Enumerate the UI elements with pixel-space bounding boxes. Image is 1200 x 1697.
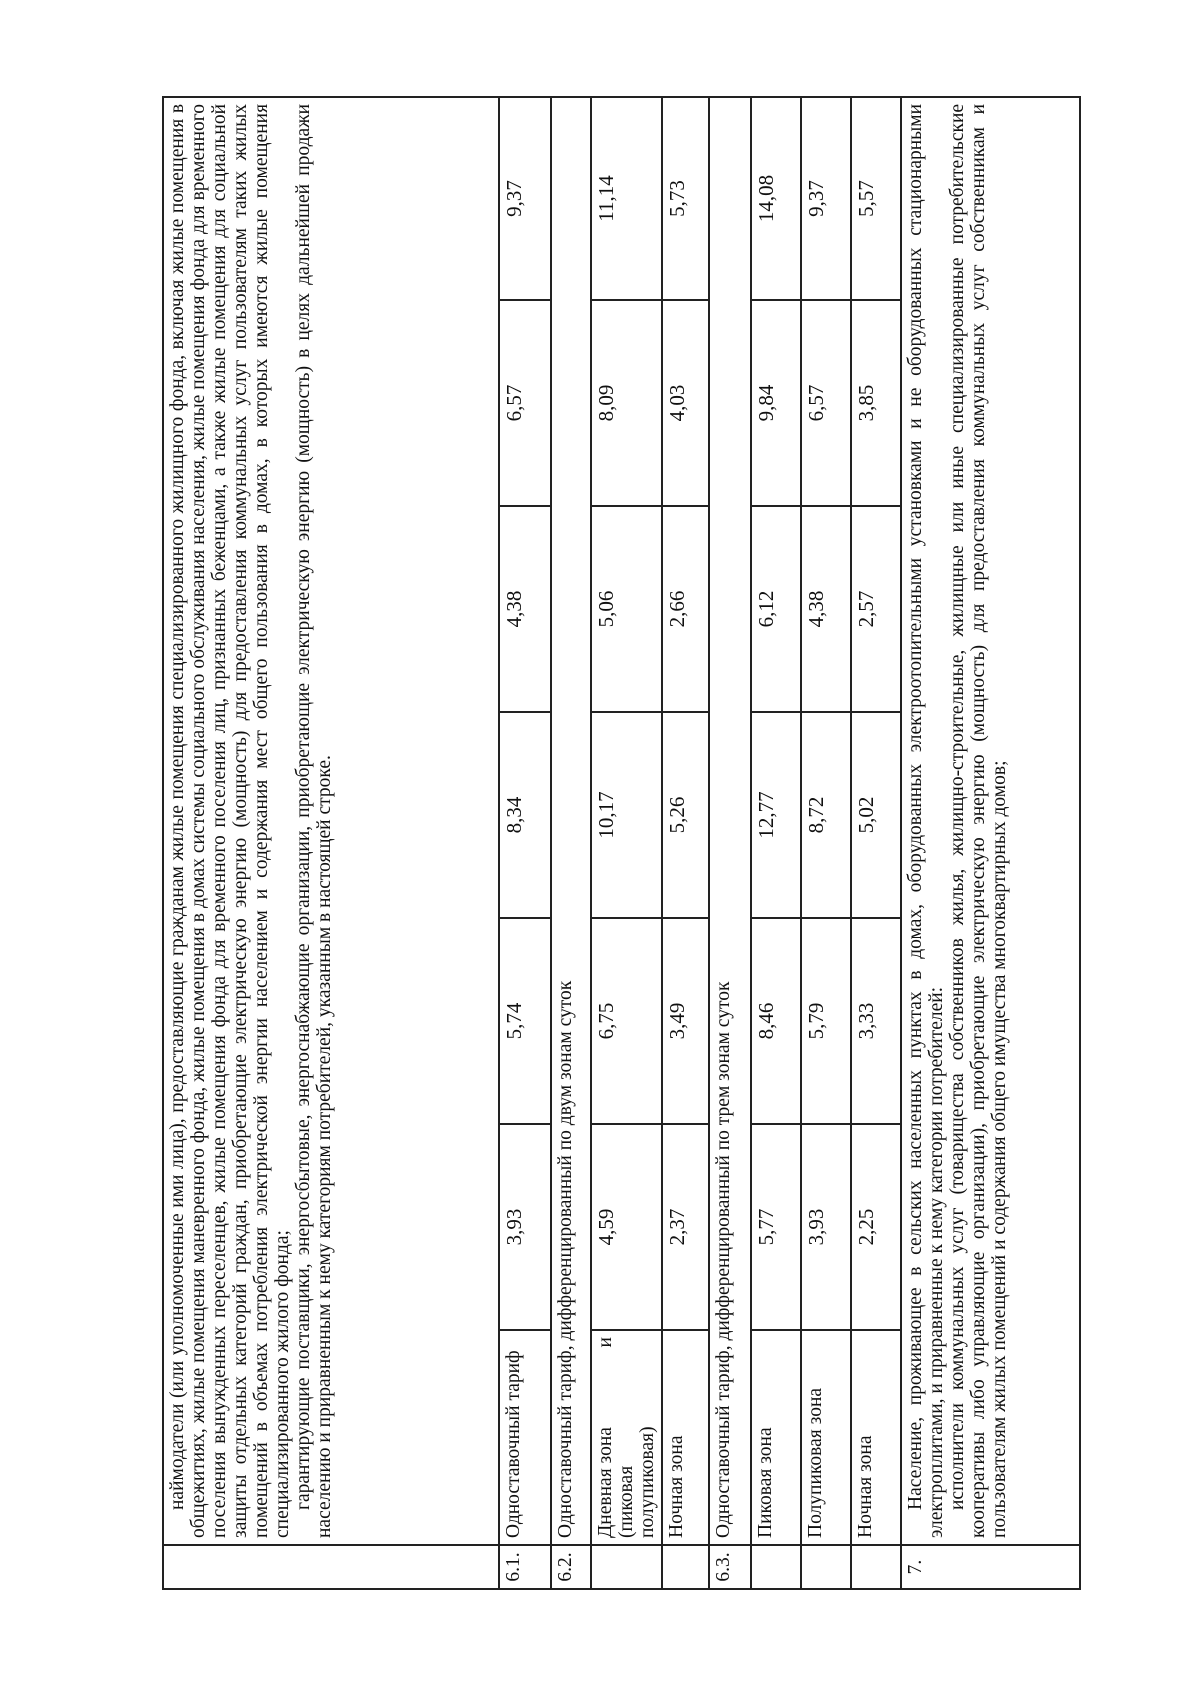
row-index-empty [662,1545,709,1589]
tariff-value: 3,49 [662,918,709,1124]
tariff-value: 9,37 [801,97,851,300]
tariff-value: 3,85 [851,300,901,506]
label-line-1 [595,1337,637,1538]
tariff-value: 5,26 [662,712,709,918]
tariff-value: 4,38 [499,506,551,712]
row-label: Одноставочный тариф, дифференцированный по двум зонам суток [551,97,591,1545]
tariff-value: 9,84 [751,300,801,506]
intro-paragraph-2: гарантирующие поставщики, энергосбытовые, энергоснабжающие организации, приобретающие электрическую энергию (мощность) в целях дальнейшей продажи населению и приравненным к нему категориям потребителей, указанным в настоящей строке. [293,103,336,1538]
row-label-day-zone [591,1330,662,1545]
row-index-empty [751,1545,801,1589]
row-label: Полупиковая зона [801,1330,851,1545]
tariff-value: 6,12 [751,506,801,712]
tariff-value: 2,25 [851,1124,901,1330]
tariff-value: 3,33 [851,918,901,1124]
row-index: 6.2. [551,1545,591,1589]
table-row-half-peak-zone [801,97,851,1589]
tariff-value: 5,73 [662,97,709,300]
tariff-value: 10,17 [591,712,662,918]
tariff-value: 3,93 [499,1124,551,1330]
tariff-value: 8,09 [591,300,662,506]
rotated-tariff-sheet [162,98,1078,1590]
intro-index-cell [163,1545,499,1589]
table-row-7 [901,97,1080,1589]
table-row-peak-zone [751,97,801,1589]
row-index: 6.1. [499,1545,551,1589]
intro-text-cell [163,97,499,1545]
tariff-value: 4,03 [662,300,709,506]
row-label: Ночная зона [662,1330,709,1545]
tariff-value: 12,77 [751,712,801,918]
intro-paragraph-1: наймодатели (или уполномоченные ими лица), предоставляющие гражданам жилые помещения специализированного жилищного фонда, включая жилые помещения в общежитиях, жилые помещения маневренного фонда, жилые помещения в домах системы социального обслуживания населения, жилые помещения фонда для временного поселения вынужденных переселенцев, жилые помещения фонда для временного поселения лиц, признанных беженцами, а также жилые помещения для социальной защиты отдельных категорий граждан, приобретающие электрическую энергию (мощность) для предоставления коммунальных услуг пользователям таких жилых помещений в объемах потребления электрической энергии населением и содержания мест общего пользования в домах, в которых имеются жилые помещения специализированного жилого фонда; [167,103,294,1538]
table-row-6-3 [709,97,751,1589]
tariff-value: 6,57 [801,300,851,506]
row-index: 6.3. [709,1545,751,1589]
tariff-value: 8,72 [801,712,851,918]
row-label: Одноставочный тариф [499,1330,551,1545]
tariff-value: 9,37 [499,97,551,300]
label-line-2: полупиковая) [637,1426,659,1538]
table-row-6-1 [499,97,551,1589]
tariff-value: 2,66 [662,506,709,712]
tariff-value: 5,74 [499,918,551,1124]
intro-row [163,97,499,1589]
label-part-b: и [595,1337,616,1348]
row-7-text-cell [901,97,1080,1545]
tariff-value: 5,77 [751,1124,801,1330]
row-label: Ночная зона [851,1330,901,1545]
table-row-6-2 [551,97,591,1589]
tariff-value: 2,57 [851,506,901,712]
tariff-value: 3,93 [801,1124,851,1330]
table-row-day-zone [591,97,662,1589]
row-7-paragraph-1: Население, проживающее в сельских населенных пунктах в домах, оборудованных электроотопительными установками и не оборудованных стационарными электроплитами, и приравненные к нему категории потребителей: [905,103,948,1538]
tariff-value: 11,14 [591,97,662,300]
table-row-night-zone-2 [662,97,709,1589]
tariff-value: 4,38 [801,506,851,712]
tariff-value: 8,34 [499,712,551,918]
tariff-value: 2,37 [662,1124,709,1330]
tariff-table [162,96,1081,1590]
row-index: 7. [901,1545,1080,1589]
row-index-empty [851,1545,901,1589]
tariff-value: 14,08 [751,97,801,300]
row-7-paragraph-2: исполнители коммунальных услуг (товарищества собственников жилья, жилищно-строительные, жилищные или иные специализированные потребительские кооперативы либо управляющие организации), приобретающие электрическую энергию (мощность) для предоставления коммунальных услуг собственникам и пользователям жилых помещений и содержания общего имущества многоквартирных домов; [947,103,1011,1538]
tariff-value: 4,59 [591,1124,662,1330]
tariff-value: 5,06 [591,506,662,712]
tariff-value: 6,57 [499,300,551,506]
row-index-empty [801,1545,851,1589]
tariff-value: 5,79 [801,918,851,1124]
tariff-value: 8,46 [751,918,801,1124]
tariff-value: 5,57 [851,97,901,300]
tariff-value: 5,02 [851,712,901,918]
table-row-night-zone-3 [851,97,901,1589]
row-index-empty [591,1545,662,1589]
label-part-a: Дневная зона (пиковая [595,1427,638,1538]
row-label: Пиковая зона [751,1330,801,1545]
row-label: Одноставочный тариф, дифференцированный по трем зонам суток [709,97,751,1545]
tariff-value: 6,75 [591,918,662,1124]
